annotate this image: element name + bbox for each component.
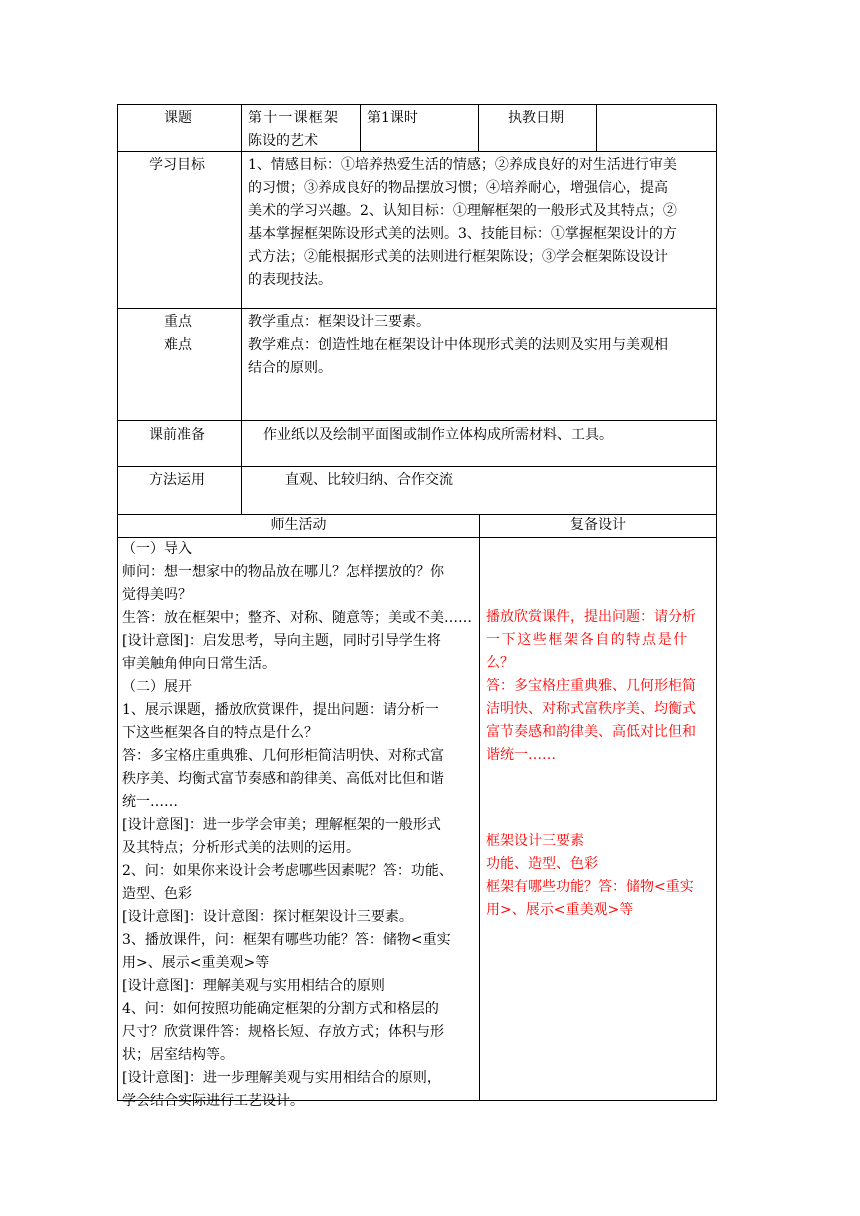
grid-line [117, 104, 118, 1101]
grid-line [596, 104, 597, 151]
note-line: 播放欣赏课件，提出问题：请分析 [486, 609, 696, 625]
text-line: 1、情感目标：①培养热爱生活的情感；②养成良好的对生活进行审美 [248, 157, 677, 173]
activity-line: 2、问：如果你来设计会考虑哪些因素呢？答：功能、 [122, 863, 453, 879]
preparation-label: 课前准备 [149, 427, 205, 443]
topic-label: 课题 [164, 110, 192, 126]
text-line: 教学难点：创造性地在框架设计中体现形式美的法则及实用与美观相 [248, 337, 668, 353]
activity-line: 3、播放课件，问：框架有哪些功能？答：储物<重实 [122, 932, 451, 948]
note-line: 框架有哪些功能？答：储物<重实 [486, 879, 694, 895]
preparation-text: 作业纸以及绘制平面图或制作立体构成所需材料、工具。 [263, 427, 613, 443]
notes-block-2 [486, 830, 694, 922]
keypoint-label: 重点 [164, 314, 192, 330]
notes-block-1 [486, 606, 696, 767]
activity-line: 觉得美吗？ [122, 587, 192, 603]
note-line: 么？ [486, 655, 514, 671]
activity-line: 生答：放在框架中；整齐、对称、随意等；美或不美…… [122, 610, 472, 626]
grid-line [241, 104, 242, 514]
grid-line [117, 466, 717, 467]
grid-line [117, 420, 717, 421]
text-line: 美术的学习兴趣。2、认知目标：①理解框架的一般形式及其特点；② [248, 203, 677, 219]
text-line: 基本掌握框架陈设形式美的法则。3、技能目标：①掌握框架设计的方 [248, 226, 677, 242]
grid-line [478, 104, 479, 151]
note-line: 富节奏感和韵律美、高低对比但和 [486, 724, 696, 740]
methods-text: 直观、比较归纳、合作交流 [285, 472, 453, 488]
activity-line: （二）展开 [122, 679, 192, 695]
activity-line: 学会结合实际进行工艺设计。 [122, 1093, 304, 1109]
grid-line [360, 104, 361, 151]
note-line: 一下这些框架各自的特点是什 [486, 632, 689, 648]
grid-line [117, 151, 717, 152]
activities-header: 师生活动 [270, 517, 327, 533]
activity-line: 造型、色彩 [122, 886, 192, 902]
topic-value [248, 107, 339, 153]
activity-line: [设计意图]：进一步理解美观与实用相结合的原则， [122, 1070, 441, 1086]
activity-line: 1、展示课题，播放欣赏课件，提出问题：请分析一 [122, 702, 439, 718]
grid-line [716, 104, 717, 1101]
date-label: 执教日期 [508, 110, 564, 126]
activity-line: （一）导入 [122, 541, 192, 557]
grid-line [479, 514, 480, 1100]
activity-line: 4、问：如何按照功能确定框架的分割方式和格层的 [122, 1001, 439, 1017]
activity-line: [设计意图]：进一步学会审美；理解框架的一般形式 [122, 817, 441, 833]
note-line: 用>、展示<重美观>等 [486, 902, 634, 918]
activity-line: 答：多宝格庄重典雅、几何形柜简洁明快、对称式富 [122, 748, 444, 764]
activity-line: 及其特点；分析形式美的法则的运用。 [122, 840, 360, 856]
activity-line: [设计意图]：启发思考，导向主题，同时引导学生将 [122, 633, 441, 649]
activity-line: [设计意图]：理解美观与实用相结合的原则 [122, 978, 385, 994]
difficulty-label: 难点 [164, 337, 192, 353]
note-line: 谐统一…… [486, 747, 556, 763]
period: 第1课时 [367, 110, 418, 126]
objectives-label: 学习目标 [149, 157, 205, 173]
activity-line: 下这些框架各自的特点是什么？ [122, 725, 318, 741]
text-line: 结合的原则。 [248, 360, 332, 376]
activity-line: 尺寸？欣赏课件答：规格长短、存放方式；体积与形 [122, 1024, 444, 1040]
keypoints-text [248, 311, 668, 380]
note-line: 答：多宝格庄重典雅、几何形柜简 [486, 678, 696, 694]
text-line: 的表现技法。 [248, 272, 332, 288]
topic-line: 第十一课框架 [248, 110, 340, 126]
note-line: 框架设计三要素 [486, 833, 584, 849]
activities-text [122, 538, 472, 1113]
activity-line: 审美触角伸向日常生活。 [122, 656, 276, 672]
methods-label: 方法运用 [149, 472, 205, 488]
activity-line: 师问：想一想家中的物品放在哪儿？怎样摆放的？你 [122, 564, 444, 580]
text-line: 的习惯；③养成良好的物品摆放习惯；④培养耐心，增强信心，提高 [248, 180, 668, 196]
objectives-text [248, 154, 677, 292]
activity-line: 用>、展示<重美观>等 [122, 955, 270, 971]
activity-line: [设计意图]：设计意图：探讨框架设计三要素。 [122, 909, 413, 925]
grid-line [117, 308, 717, 309]
note-line: 功能、造型、色彩 [486, 856, 598, 872]
activity-line: 统一…… [122, 794, 178, 810]
text-line: 教学重点：框架设计三要素。 [248, 314, 430, 330]
text-line: 式方法；②能根据形式美的法则进行框架陈设；③学会框架陈设设计 [248, 249, 668, 265]
notes-header: 复备设计 [570, 517, 626, 533]
activity-line: 状；居室结构等。 [122, 1047, 234, 1063]
topic-line: 陈设的艺术 [248, 133, 318, 149]
grid-line [117, 104, 717, 105]
activity-line: 秩序美、均衡式富节奏感和韵律美、高低对比但和谐 [122, 771, 444, 787]
note-line: 洁明快、对称式富秩序美、均衡式 [486, 701, 696, 717]
